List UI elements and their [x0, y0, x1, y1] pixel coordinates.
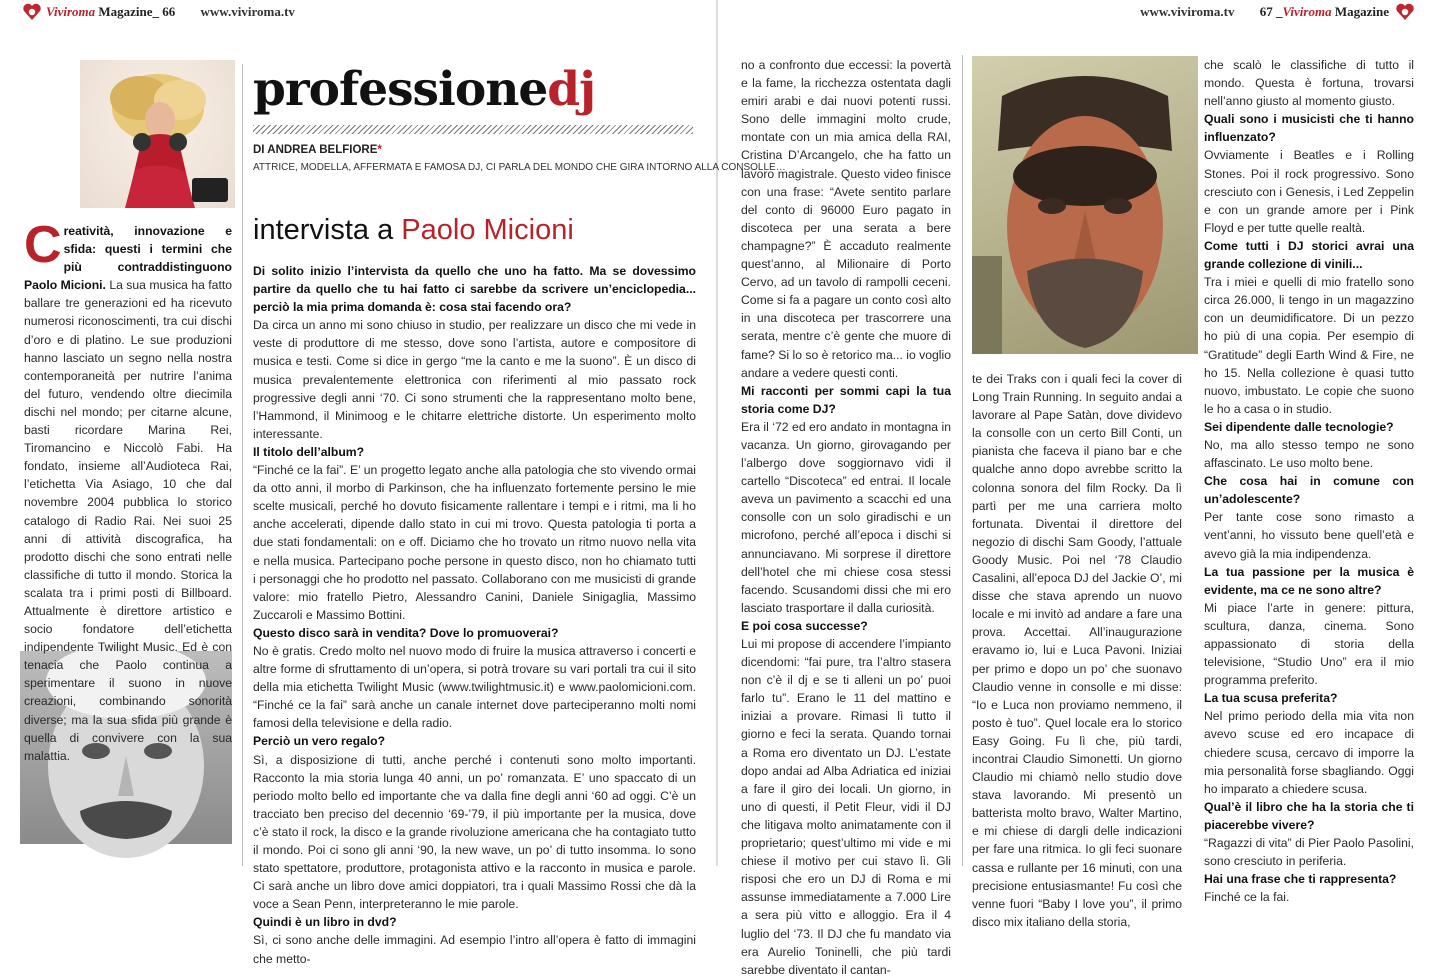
heart-logo-icon-right	[1395, 2, 1415, 22]
interview-question: Sei dipendente dalle tecnologie?	[1204, 419, 1394, 434]
interview-question: La tua scusa preferita?	[1204, 691, 1338, 706]
drop-cap: C	[24, 216, 62, 274]
interview-question: Il titolo dell’album?	[253, 444, 365, 459]
header-right-url[interactable]: www.viviroma.tv	[1140, 4, 1235, 19]
interview-answer: Ovviamente i Beatles e i Rolling Stones. Poi il rock progressivo. Sono cresciuto con i Genesis, i Led Zeppelin e con un grande amore per i Pink Floyd e per tutte quelle realtà.	[1204, 148, 1414, 235]
interview-answer: No, ma allo stesso tempo ne sono affascinato. Le uso molto bene.	[1204, 437, 1414, 471]
interview-question: Perciò un vero regalo?	[253, 734, 386, 749]
intro-body: La sua musica ha fatto ballare tre generazioni ed ha ricevuto numerosi riconoscimenti, tra cui dischi d’oro e di platino. Le sue produzioni hanno lasciato un segno nella nostra contemporaneità per nutrire l’anima del futuro, vendendo oltre diecimila dischi nel mondo; per citarne alcune, basti ricordare Marina Rei, Tiromancino e Niccolò Fabi. Ha fondato, insieme all’Audioteca Rai, l’etichetta Via Asiago, 10 che dal novembre 2004 pubblica lo storico catalogo di Radio Rai. Nei suoi 25 anni di attività discografica, ha prodotto dischi che sono entrati nelle classifiche di tutto il mondo. Storica la scalata tra i primi posti di Billboard. Attualmente è direttore artistico e socio fondatore dell’etichetta indipendente Twilight Music. Ed è con tenacia che Paolo continua a sperimentare il suono in nuove creazioni, combinando sonorità diverse; ma la sua sfida più grande è quella di convivere con la sua malattia.	[24, 278, 233, 763]
interview-answer: Finché ce la fai.	[1204, 890, 1290, 905]
section-title-part2: dj	[547, 62, 596, 117]
interview-question: Di solito inizio l’intervista da quello che uno ha fatto. Ma se dovessimo partire da quello che tu hai fatto ci sarebbe da scrivere un’enciclopedia... perciò la mia prima domanda è: cosa stai facendo ora?	[253, 264, 696, 315]
page-spine	[716, 0, 718, 866]
interview-column-2	[741, 56, 951, 977]
byline-author: DI ANDREA BELFIORE*	[253, 144, 382, 156]
intro-column	[24, 216, 233, 763]
interview-question: Quindi è un libro in dvd?	[253, 915, 397, 930]
section-title-part1: professione	[253, 62, 548, 117]
header-right-page: 67 _	[1259, 4, 1283, 19]
interview-answer: Sì, ci sono anche delle immagini. Ad esempio l’intro all’opera è fatto di immagini che metto-	[253, 933, 696, 966]
interview-answer: che scalò le classifiche di tutto il mondo. Questa è fortuna, trovarsi nell’anno giusto al momento giusto.	[1204, 58, 1414, 109]
interview-question: Questo disco sarà in vendita? Dove lo promuoverai?	[253, 625, 559, 640]
column-rule	[242, 64, 243, 866]
photo-woman-dj	[80, 60, 235, 208]
interview-question: Qual’è il libro che ha la storia che ti piacerebbe vivere?	[1204, 799, 1414, 832]
header-left-url[interactable]: www.viviroma.tv	[200, 4, 295, 19]
interview-question: Mi racconti per sommi capi la tua storia come DJ?	[741, 383, 951, 416]
header-left-brand: Viviroma	[46, 4, 96, 19]
interview-question: E poi cosa successe?	[741, 618, 868, 633]
interview-question: La tua passione per la musica è evidente, ma ce ne sono altre?	[1204, 564, 1414, 597]
interview-headline	[253, 212, 574, 248]
interview-question: Quali sono i musicisti che ti hanno influenzato?	[1204, 112, 1414, 145]
interview-question: Hai una frase che ti rappresenta?	[1204, 872, 1397, 887]
interview-answer: Sì, a disposizione di tutti, anche perché i contenuti sono molto importanti. Racconto la mia storia lunga 40 anni, un po’ romanzata. E’ uno spaccato di un periodo molto bello ed importante che va dalla fine degli anni ‘60 ad oggi. C’è un tracciato ben preciso del decennio ‘69-’79, il più importante per la musica, dove c’è stato il rock, la disco e la grande rivoluzione americana che ha contagiato tutto il mondo. Poi ci sono gli anni ‘90, la new wave, un po’ di tutto insomma. Io sono stato spettatore, produttore, protagonista attivo e la racconto in musica e parole. Ci sarà anche un libro dove amici doppiatori, tra i quali Massimo Rossi che dà la voce a Sean Penn, interpreteranno le mie parole.	[253, 752, 696, 912]
header-left-magazine: Magazine_ 66	[98, 4, 176, 19]
byline-dek: ATTRICE, MODELLA, AFFERMATA E FAMOSA DJ, CI PARLA DEL MONDO CHE GIRA INTORNO ALLA CONSOLLE…	[253, 162, 786, 173]
header-right-magazine: Magazine	[1334, 4, 1389, 19]
section-title	[253, 60, 595, 120]
header-left	[46, 4, 295, 20]
interview-answer: Da circa un anno mi sono chiuso in studio, per realizzare un disco che mi vede in veste di produttore di me stesso, dove sono l’artista, autore e compositore di musica e testi. Come si dice in gergo “me la canto e me la suono”. È un disco di musica prevalentemente elettronica con riferimenti al mio passato rock progressive degli anni ‘70. Ci sono strumenti che la rappresentano molto bene, l’Hammond, il Minimoog e le chitarre elettriche distorte. Un esperimento molto interessante.	[253, 318, 696, 441]
interview-column-3	[972, 370, 1182, 929]
interview-question: Che cosa hai in comune con un’adolescente?	[1204, 474, 1414, 507]
interview-answer: “Ragazzi di vita” di Pier Paolo Pasolini, sono cresciuto in periferia.	[1204, 836, 1414, 869]
photo-paolo-micioni-hat	[972, 56, 1198, 354]
interview-answer: Era il ‘72 ed ero andato in montagna in vacanza. Un giorno, girovagando per l’albergo dove soggiornavo vidi il cartello “Discoteca” ed entrai. Il locale aveva un pavimento a scacchi ed una consolle con un solo giradischi e un microfono, perché all’epoca i dischi si annunciavano. Mi sorprese il direttore dell’hotel che mi chiese cosa stessi facendo. Scusandomi dissi che mi ero lasciato trasportare il dalla curiosità.	[741, 419, 951, 615]
interview-answer: Tra i miei e quelli di mio fratello sono circa 26.000, li tengo in un magazzino con un deumidificatore. Di un pezzo ho più di una copia. Per esempio di “Gratitude” degli Earth Wind & Fire, ne ho 15. Nella collezione è quasi tutto nuovo, imbustato. Le copie che suono le ho a casa o in studio.	[1204, 275, 1414, 416]
interview-column-4	[1204, 56, 1414, 905]
interview-column-main	[253, 262, 696, 966]
header-right-brand: Viviroma	[1282, 4, 1332, 19]
intro-lead: reatività, innovazione e sfida: questi i termini che più contraddistinguono Paolo Micioni.	[24, 224, 232, 293]
headline-prefix: intervista a	[253, 214, 394, 246]
interview-answer: Lui mi propose di accendere l’impianto dicendomi: “fai pure, tra l’altro stasera non c’è il dj e se ti alleni un po’ puoi farlo tu”. Erano le 11 del mattino e iniziai a provare. Rimasi lì tutto il giorno e feci la serata. Quando tornai a Roma ero diventato un DJ. L’estate dopo andai ad Alba Adriatica ed iniziai a fare il giro dei locali. Un giorno, in uno di questi, il Petit Fleur, vidi il DJ che litigava molto animatamente con il proprietario; quest’ultimo mi vide e mi chiese il motivo per cui stavo lì. Gli risposi che ero un DJ di Roma e mi assunse immediatamente a 7.000 Lire a sera più vitto e alloggio. Era il 4 luglio del ‘73. Il DJ che fu mandato via era Aurelio Toninelli, che più tardi sarebbe diventato il cantan-	[741, 637, 951, 977]
byline-rule	[253, 125, 693, 134]
interview-answer: te dei Traks con i quali feci la cover di Long Train Running. In seguito andai a lavorare al Pape Satàn, dove dividevo la consolle con un certo Bill Conti, un pianista che faceva il piano bar e che qualche anno dopo avrebbe scritto la colonna sonora del film Rocky. Da lì partì per me una carriera molto fortunata. Diventai il direttore del negozio di dischi Sam Goody, l’attuale Goody Music. Poi nel ‘78 Claudio Casalini, all’epoca DJ del Jackie O’, mi disse che stava aprendo un nuovo locale e mi invitò ad andare a fare una prova. Accettai. All’inaugurazione eravamo io, lui e Luca Pavoni. Iniziai per primo e dopo un po’ che suonavo Claudio venne in consolle e mi disse: “Io e Luca non proviamo nemmeno, il posto è tuo”. Quel locale era lo storico Easy Going. Fu lì che, più tardi, incontrai Claudio Simonetti. Un giorno Claudio mi chiamò nello studio dove stava lavorando. Mi presentò un batterista molto bravo, Walter Martino, e mi chiese di dargli delle indicazioni per fare una ritmica. Io gli feci suonare cassa e rullante per 16 minuti, con una precisione entusiasmante! Fu così che venne fuori “Baby I love you”, il primo disco mix italiano della storia,	[972, 372, 1182, 929]
interview-answer: Per tante cose sono rimasto a vent’anni, ho vissuto bene quell’età e avevo già la mia indipendenza.	[1204, 510, 1414, 561]
interview-question: Come tutti i DJ storici avrai una grande collezione di vinili...	[1204, 238, 1414, 272]
interview-answer: no a confronto due eccessi: la povertà e la fame, la ricchezza ostentata dagli emiri arabi e dai nuovi potenti russi. Sono delle immagini molto crude, montate con un mia amica della RAI, Cristina D’Arcangelo, che ha fatto un lavoro magistrale. Questo video finisce con una frase: “Avete sentito parlare del conto di 96000 Euro pagato in discoteca per una serata a bere champagne?” È accaduto realmente quest’anno, al Milionaire di Porto Cervo, ad un tavolo di rampolli ceceni. Come si fa a pagare un conto così alto in una discoteca per trascorrere una serata, mentre c’è gente che muore di fame? Si lo so è retorico ma... io voglio andare a vedere questi conti.	[741, 58, 951, 380]
interview-answer: No è gratis. Credo molto nel nuovo modo di fruire la musica attraverso i concerti e altre forme di sfruttamento di un’opera, si potrà trovare su vari portali tra cui il sito della mia etichetta Twilight Music (www.twilightmusic.it) e www.paolomicioni.com. “Finché ce la fai” sarà anche un canale internet dove parteciperanno molti nomi famosi della televisione e della radio.	[253, 643, 696, 731]
interview-answer: Mi piace l’arte in genere: pittura, scultura, danza, cinema. Sono appassionato di storia della televisione, “Studio Uno” era il mio programma preferito.	[1204, 600, 1414, 688]
heart-logo-icon	[22, 2, 42, 22]
interview-answer: Nel primo periodo della mia vita non avevo scuse ed ero incapace di chiedere scusa, cercavo di imporre la mia personalità forse sbagliando. Oggi ho imparato a chiedere scusa.	[1204, 709, 1414, 796]
header-right	[1140, 4, 1389, 20]
column-rule	[962, 55, 963, 866]
headline-name: Paolo Micioni	[401, 214, 574, 246]
interview-answer: “Finché ce la fai”. E’ un progetto legato anche alla patologia che sto vivendo ormai da otto anni, il morbo di Parkinson, che ha influenzato fortemente persino le mie scelte musicali, perché ho dovuto fisicamente rallentare i tempi e i ritmi, ma li ho anche accelerati, dipende dallo stato in cui mi trovo. Questa patologia ti porta a due stati fondamentali: on e off. Diciamo che ho trovato un ritmo nuovo nella vita e nella musica. Partecipano poche persone in questo disco, non ho chiamato tutti i personaggi che ho prodotto nel passato. Collaborano con me musicisti di grande valore: mio fratello Pietro, Alessandro Canini, Daniele Sinigaglia, Massimo Zuccaroli e Massimo Bottini.	[253, 463, 696, 622]
